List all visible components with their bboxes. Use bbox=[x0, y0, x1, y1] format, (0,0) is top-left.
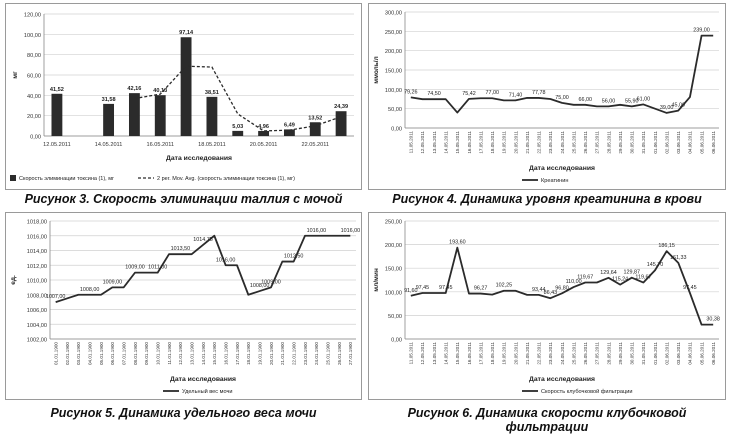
x-tick-label: 27.05.2011 bbox=[594, 131, 600, 154]
y-tick-label: 1012,00 bbox=[26, 263, 47, 270]
caption-figure-3: Рисунок 3. Скорость элиминации таллия с мочой bbox=[24, 192, 343, 206]
x-tick-label: 23.05.2011 bbox=[548, 342, 554, 365]
x-tick-label: 26.05.2011 bbox=[583, 131, 589, 154]
y-tick-label: 1018,00 bbox=[26, 219, 47, 226]
data-label: 145,70 bbox=[646, 262, 664, 269]
data-label: 1016,00 bbox=[306, 227, 327, 234]
x-tick-label: 12.05.2011 bbox=[420, 131, 426, 154]
x-tick-label: 21.05.2011 bbox=[524, 131, 530, 154]
x-tick-label: 26.01.1900 bbox=[336, 342, 342, 365]
bar-label: 42,16 bbox=[127, 86, 142, 93]
chart-creatinine bbox=[369, 4, 725, 189]
x-tick-label: 17.05.2011 bbox=[478, 342, 484, 365]
x-tick-label: 18.05.2011 bbox=[198, 142, 226, 148]
data-label: 86,43 bbox=[543, 290, 558, 297]
data-label: 1008,00 bbox=[249, 283, 270, 290]
x-tick-label: 25.05.2011 bbox=[571, 342, 577, 365]
bar-label: 24,39 bbox=[334, 104, 349, 111]
y-tick-label: 0,00 bbox=[30, 134, 41, 141]
x-tick-label: 24.05.2011 bbox=[559, 342, 565, 365]
data-label: 129,64 bbox=[600, 269, 617, 276]
data-label: 97,45 bbox=[683, 285, 697, 292]
chart-panel-thallium-elimination bbox=[5, 3, 362, 190]
bar bbox=[336, 111, 347, 136]
y-tick-label: 1010,00 bbox=[26, 278, 47, 285]
x-tick-label: 08.01.1900 bbox=[132, 342, 138, 365]
y-tick-label: 1008,00 bbox=[26, 293, 47, 300]
x-tick-label: 09.01.1900 bbox=[144, 342, 150, 365]
x-tick-label: 31.05.2011 bbox=[641, 342, 647, 365]
data-label: 96,27 bbox=[473, 285, 488, 292]
bar bbox=[129, 93, 140, 136]
data-label: 1007,00 bbox=[45, 294, 66, 301]
x-tick-label: 01.06.2011 bbox=[652, 131, 658, 154]
x-tick-label: 04.06.2011 bbox=[687, 342, 693, 365]
y-tick-label: 120,00 bbox=[23, 12, 41, 19]
y-tick-label: 1006,00 bbox=[26, 308, 47, 314]
y-axis-label: ед. bbox=[10, 275, 17, 285]
data-label: 186,15 bbox=[658, 243, 675, 250]
x-tick-label: 23.05.2011 bbox=[548, 131, 554, 154]
x-tick-label: 03.06.2011 bbox=[676, 342, 682, 365]
data-label: 1011,00 bbox=[148, 264, 168, 271]
data-label: 115,24 bbox=[612, 276, 629, 283]
y-tick-label: 200,00 bbox=[384, 49, 402, 56]
x-tick-label: 02.06.2011 bbox=[664, 131, 670, 154]
chart-urine-specific-gravity bbox=[6, 213, 361, 399]
bar-label: 97,14 bbox=[179, 30, 194, 37]
caption-figure-5: Рисунок 5. Динамика удельного веса мочи bbox=[50, 406, 317, 420]
bar bbox=[258, 131, 269, 136]
x-tick-label: 20.05.2011 bbox=[513, 131, 519, 154]
chart-glomerular-filtration bbox=[369, 213, 725, 399]
bar-label: 40,13 bbox=[153, 88, 168, 95]
x-tick-label: 06.06.2011 bbox=[710, 342, 716, 365]
x-tick-label: 03.01.1900 bbox=[76, 342, 82, 365]
x-tick-label: 24.01.1900 bbox=[314, 342, 320, 365]
data-label: 55,90 bbox=[625, 98, 639, 105]
bar-label: 4,96 bbox=[258, 123, 270, 130]
x-tick-label: 20.05.2011 bbox=[513, 342, 519, 365]
data-label: 97,45 bbox=[415, 285, 430, 292]
x-tick-label: 12.01.1900 bbox=[178, 342, 184, 365]
legend-label: Скорость клубочковой фильтрации bbox=[541, 389, 633, 395]
x-tick-label: 19.05.2011 bbox=[501, 342, 507, 365]
y-tick-label: 50,00 bbox=[388, 107, 402, 114]
x-tick-label: 14.05.2011 bbox=[94, 142, 123, 148]
data-label: 45,00 bbox=[671, 102, 686, 109]
data-label: 1009,00 bbox=[102, 279, 123, 286]
x-tick-label: 22.05.2011 bbox=[301, 142, 330, 148]
bar bbox=[232, 131, 243, 136]
y-tick-label: 40,00 bbox=[27, 93, 41, 100]
y-tick-label: 100,00 bbox=[384, 87, 402, 94]
legend-swatch-bar bbox=[10, 175, 16, 181]
legend-label: Скорость элиминации токсина (1), мг bbox=[19, 176, 115, 182]
x-tick-label: 22.05.2011 bbox=[536, 131, 542, 154]
chart-panel-urine-specific-gravity bbox=[5, 212, 362, 400]
x-tick-label: 20.05.2011 bbox=[249, 142, 278, 148]
caption-figure-4: Рисунок 4. Динамика уровня креатинина в крови bbox=[392, 192, 702, 206]
data-label: 129,87 bbox=[623, 269, 641, 276]
data-label: 1009,00 bbox=[261, 279, 281, 286]
y-tick-label: 150,00 bbox=[384, 266, 402, 273]
bar-label: 41,52 bbox=[49, 86, 64, 93]
x-tick-label: 15.05.2011 bbox=[455, 131, 461, 154]
x-tick-label: 05.06.2011 bbox=[699, 342, 705, 365]
x-tick-label: 18.01.1900 bbox=[246, 342, 252, 365]
x-tick-label: 29.05.2011 bbox=[617, 342, 623, 365]
x-tick-label: 15.05.2011 bbox=[455, 342, 461, 365]
bar bbox=[103, 104, 114, 136]
x-tick-label: 11.01.1900 bbox=[166, 342, 172, 365]
caption-figure-6: Рисунок 6. Динамика скорости клубочковой фильтрации bbox=[407, 406, 687, 434]
bar-label: 31,58 bbox=[101, 96, 116, 103]
x-axis-label: Дата исследования bbox=[529, 376, 595, 383]
x-tick-label: 14.05.2011 bbox=[443, 131, 449, 154]
x-tick-label: 21.05.2011 bbox=[524, 342, 530, 365]
x-tick-label: 14.01.1900 bbox=[200, 342, 206, 365]
x-tick-label: 05.01.1900 bbox=[98, 342, 104, 365]
bar-label: 38,51 bbox=[204, 89, 219, 96]
series-line bbox=[56, 236, 351, 302]
series-line bbox=[411, 36, 713, 113]
y-tick-label: 0,00 bbox=[391, 337, 402, 344]
data-label: 110,00 bbox=[565, 279, 582, 286]
bar-label: 13,52 bbox=[308, 115, 323, 122]
x-tick-label: 05.06.2011 bbox=[699, 131, 705, 154]
y-tick-label: 250,00 bbox=[384, 219, 402, 226]
x-tick-label: 24.05.2011 bbox=[559, 131, 565, 154]
legend-label: 2 per. Mov. Avg. (скорость элиминации токсина (1), мг) bbox=[157, 176, 295, 182]
data-label: 77,78 bbox=[531, 89, 546, 96]
x-axis-label: Дата исследования bbox=[166, 155, 232, 162]
x-axis-label: Дата исследования bbox=[170, 376, 236, 383]
x-tick-label: 13.05.2011 bbox=[431, 342, 437, 365]
x-axis-label: Дата исследования bbox=[529, 165, 595, 172]
x-tick-label: 06.01.1900 bbox=[110, 342, 116, 365]
x-tick-label: 02.06.2011 bbox=[664, 342, 670, 365]
x-tick-label: 01.01.1900 bbox=[53, 342, 59, 365]
x-tick-label: 22.05.2011 bbox=[536, 342, 542, 365]
data-label: 75,42 bbox=[462, 90, 476, 97]
x-tick-label: 25.01.1900 bbox=[325, 342, 331, 365]
x-tick-label: 14.05.2011 bbox=[443, 342, 449, 365]
chart-thallium-elimination bbox=[6, 4, 361, 189]
y-tick-label: 100,00 bbox=[384, 290, 402, 297]
data-label: 56,00 bbox=[601, 98, 616, 105]
data-label: 79,26 bbox=[404, 89, 418, 96]
y-tick-label: 1014,00 bbox=[26, 249, 47, 255]
data-label: 1008,00 bbox=[79, 286, 100, 293]
y-tick-label: 80,00 bbox=[27, 53, 41, 60]
data-label: 61,00 bbox=[636, 96, 651, 103]
x-tick-label: 16.05.2011 bbox=[466, 342, 472, 365]
x-tick-label: 16.05.2011 bbox=[466, 131, 472, 154]
x-tick-label: 27.05.2011 bbox=[594, 342, 600, 365]
x-tick-label: 30.05.2011 bbox=[629, 342, 635, 365]
x-tick-label: 21.01.1900 bbox=[280, 342, 286, 365]
y-tick-label: 300,00 bbox=[384, 10, 402, 17]
x-tick-label: 26.05.2011 bbox=[583, 342, 589, 365]
y-axis-label: ммоль/л bbox=[373, 56, 380, 84]
x-tick-label: 03.06.2011 bbox=[676, 131, 682, 154]
data-label: 30,38 bbox=[706, 316, 720, 323]
x-tick-label: 10.01.1900 bbox=[155, 342, 161, 365]
x-tick-label: 20.01.1900 bbox=[268, 342, 274, 365]
data-label: 1016,00 bbox=[340, 227, 361, 234]
x-tick-label: 27.01.1900 bbox=[348, 342, 354, 365]
x-tick-label: 17.05.2011 bbox=[478, 131, 484, 154]
legend-label: Удельный вес мочи bbox=[182, 389, 233, 395]
legend-label: Креатинин bbox=[541, 178, 569, 184]
x-tick-label: 13.01.1900 bbox=[189, 342, 195, 365]
x-tick-label: 18.05.2011 bbox=[490, 131, 496, 154]
y-tick-label: 50,00 bbox=[388, 313, 402, 320]
data-label: 119,67 bbox=[635, 274, 652, 281]
bar bbox=[51, 94, 62, 136]
bar bbox=[181, 37, 192, 136]
bar-label: 6,49 bbox=[283, 122, 295, 129]
y-axis-label: мг bbox=[12, 71, 19, 79]
x-tick-label: 19.01.1900 bbox=[257, 342, 263, 365]
data-label: 77,00 bbox=[485, 90, 499, 97]
data-label: 119,67 bbox=[577, 274, 594, 281]
data-label: 1013,50 bbox=[170, 246, 191, 253]
x-tick-label: 19.05.2011 bbox=[501, 131, 507, 154]
y-tick-label: 200,00 bbox=[384, 243, 402, 250]
x-tick-label: 11.05.2011 bbox=[408, 131, 414, 154]
chart-panel-glomerular-filtration bbox=[368, 212, 726, 400]
x-tick-label: 07.01.1900 bbox=[121, 342, 127, 365]
bar bbox=[206, 97, 217, 136]
data-label: 1016,00 bbox=[215, 257, 236, 264]
x-tick-label: 06.06.2011 bbox=[710, 131, 716, 154]
data-label: 1009,00 bbox=[125, 264, 145, 271]
data-label: 239,00 bbox=[693, 27, 710, 34]
data-label: 39,00 bbox=[659, 104, 674, 111]
data-label: 91,60 bbox=[404, 287, 418, 294]
y-axis-label: мл/мин bbox=[373, 268, 380, 292]
chart-panel-creatinine bbox=[368, 3, 726, 190]
x-tick-label: 25.05.2011 bbox=[571, 131, 577, 154]
x-tick-label: 17.01.1900 bbox=[234, 342, 240, 365]
data-label: 71,40 bbox=[508, 92, 523, 99]
x-tick-label: 01.06.2011 bbox=[652, 342, 658, 365]
x-tick-label: 23.01.1900 bbox=[302, 342, 308, 365]
data-label: 74,50 bbox=[427, 91, 441, 98]
y-tick-label: 0,00 bbox=[391, 126, 402, 133]
y-tick-label: 250,00 bbox=[384, 29, 402, 36]
x-tick-label: 11.05.2011 bbox=[408, 342, 414, 365]
data-label: 161,33 bbox=[670, 254, 687, 261]
x-tick-label: 04.06.2011 bbox=[687, 131, 693, 154]
x-tick-label: 13.05.2011 bbox=[431, 131, 437, 154]
x-tick-label: 04.01.1900 bbox=[87, 342, 93, 365]
y-tick-label: 1016,00 bbox=[26, 234, 47, 241]
data-label: 93,44 bbox=[531, 286, 546, 293]
x-tick-label: 22.01.1900 bbox=[291, 342, 297, 365]
bar-label: 5,03 bbox=[232, 123, 244, 130]
data-label: 97,45 bbox=[438, 285, 453, 292]
y-tick-label: 20,00 bbox=[27, 114, 41, 121]
x-tick-label: 16.01.1900 bbox=[223, 342, 229, 365]
x-tick-label: 31.05.2011 bbox=[641, 131, 647, 154]
data-label: 193,60 bbox=[449, 239, 466, 246]
data-label: 102,25 bbox=[495, 282, 513, 289]
data-label: 75,00 bbox=[555, 94, 569, 101]
y-tick-label: 150,00 bbox=[384, 68, 402, 75]
x-tick-label: 16.05.2011 bbox=[146, 142, 175, 148]
x-tick-label: 28.05.2011 bbox=[606, 342, 612, 365]
x-tick-label: 12.05.2011 bbox=[420, 342, 426, 365]
x-tick-label: 12.05.2011 bbox=[43, 142, 71, 148]
y-tick-label: 1002,00 bbox=[26, 337, 47, 344]
data-label: 1012,50 bbox=[283, 253, 304, 260]
x-tick-label: 02.01.1900 bbox=[64, 342, 70, 365]
data-label: 1014,75 bbox=[193, 236, 213, 243]
x-tick-label: 29.05.2011 bbox=[617, 131, 623, 154]
x-tick-label: 18.05.2011 bbox=[490, 342, 496, 365]
y-tick-label: 1004,00 bbox=[26, 322, 47, 329]
y-tick-label: 100,00 bbox=[23, 32, 41, 39]
x-tick-label: 15.01.1900 bbox=[212, 342, 218, 365]
data-label: 66,00 bbox=[578, 96, 593, 103]
bar bbox=[155, 95, 166, 136]
x-tick-label: 30.05.2011 bbox=[629, 131, 635, 154]
data-label: 96,80 bbox=[555, 285, 569, 292]
y-tick-label: 60,00 bbox=[27, 73, 41, 80]
x-tick-label: 28.05.2011 bbox=[606, 131, 612, 154]
